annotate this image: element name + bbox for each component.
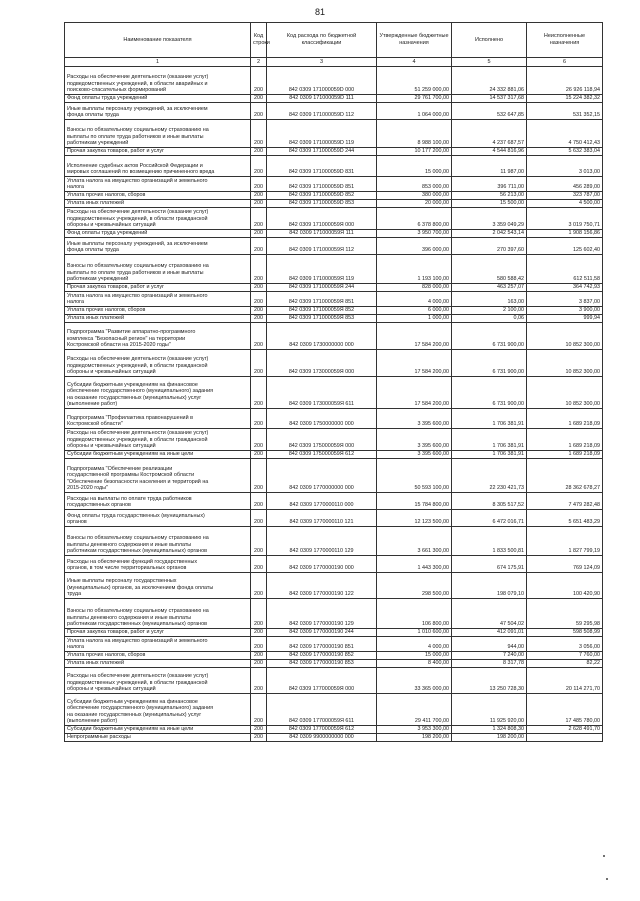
row-indicator-name: Субсидии бюджетным учреждениям на иные цели — [65, 726, 251, 734]
row-classification-code: 842 0309 173000059Я 000 — [267, 350, 377, 377]
row-unexecuted-amount: 10 852 300,00 — [527, 377, 603, 409]
row-indicator-name: Уплата налога на имущество организаций и земельного налога — [65, 177, 251, 192]
row-approved-amount: 6 378 800,00 — [377, 208, 452, 230]
scan-speck — [606, 878, 608, 880]
row-indicator-name: Расходы на обеспечение деятельности (оказание услуг) подведомственных учреждений, в области гражданской обороны и чрезвычайных ситуаций — [65, 668, 251, 694]
row-line-code: 200 — [251, 409, 267, 429]
row-line-code: 200 — [251, 660, 267, 668]
row-executed-amount: 1 324 808,30 — [452, 726, 527, 734]
row-classification-code: 842 0309 171000059Я 851 — [267, 292, 377, 307]
table-row — [65, 177, 603, 192]
row-line-code: 200 — [251, 148, 267, 156]
row-unexecuted-amount: 7 479 282,48 — [527, 493, 603, 510]
table-row — [65, 95, 603, 103]
row-classification-code: 842 0309 171000059Я 112 — [267, 238, 377, 255]
row-executed-amount: 7 240,00 — [452, 652, 527, 660]
row-classification-code: 842 0309 171000059D 119 — [267, 120, 377, 148]
row-line-code: 200 — [251, 377, 267, 409]
row-unexecuted-amount: 10 852 300,00 — [527, 323, 603, 350]
table-row — [65, 103, 603, 120]
row-unexecuted-amount: 3 019 750,71 — [527, 208, 603, 230]
row-indicator-name: Подпрограмма "Развитие аппаратно-программного комплекса "Безопасный регион" на территории Костромской области на 2015-2020 годы" — [65, 323, 251, 350]
row-unexecuted-amount: 1 689 218,09 — [527, 409, 603, 429]
row-unexecuted-amount: 769 124,09 — [527, 556, 603, 573]
row-executed-amount: 6 731 900,00 — [452, 323, 527, 350]
row-approved-amount: 8 988 100,00 — [377, 120, 452, 148]
row-executed-amount: 0,06 — [452, 315, 527, 323]
row-line-code: 200 — [251, 726, 267, 734]
row-approved-amount: 4 000,00 — [377, 292, 452, 307]
row-line-code: 200 — [251, 527, 267, 556]
row-classification-code: 842 0309 171000059D 831 — [267, 156, 377, 177]
header-approved: Утвержденные бюджетные назначения — [377, 23, 452, 58]
row-line-code: 200 — [251, 230, 267, 238]
row-indicator-name: Иные выплаты персоналу учреждений, за исключением фонда оплаты труда — [65, 238, 251, 255]
row-classification-code: 842 0309 175000059Я 000 — [267, 429, 377, 451]
row-classification-code: 842 0309 175000059Я 612 — [267, 451, 377, 459]
column-number-row — [65, 58, 603, 67]
row-classification-code: 842 0309 171000059D 851 — [267, 177, 377, 192]
row-classification-code: 842 0309 1750000000 000 — [267, 409, 377, 429]
row-approved-amount: 1 000,00 — [377, 315, 452, 323]
table-row — [65, 652, 603, 660]
row-approved-amount: 15 784 800,00 — [377, 493, 452, 510]
row-approved-amount: 853 000,00 — [377, 177, 452, 192]
row-classification-code: 842 0309 1770000190 129 — [267, 599, 377, 629]
row-classification-code: 842 0309 171000059D 853 — [267, 200, 377, 208]
row-classification-code: 842 0309 171000059D 112 — [267, 103, 377, 120]
row-approved-amount: 3 395 600,00 — [377, 409, 452, 429]
row-classification-code: 842 0309 1770000110 129 — [267, 527, 377, 556]
row-approved-amount: 396 000,00 — [377, 238, 452, 255]
row-indicator-name: Расходы на обеспечение деятельности (оказание услуг) подведомственных учреждений, в области гражданской обороны и чрезвычайных ситуаций — [65, 429, 251, 451]
table-row — [65, 527, 603, 556]
page-number: 81 — [314, 7, 325, 17]
budget-execution-table — [64, 22, 603, 742]
row-line-code: 200 — [251, 177, 267, 192]
table-body — [65, 67, 603, 742]
row-line-code: 200 — [251, 429, 267, 451]
row-indicator-name: Уплата налога на имущество организаций и земельного налога — [65, 292, 251, 307]
row-executed-amount: 8 317,78 — [452, 660, 527, 668]
row-line-code: 200 — [251, 284, 267, 292]
row-approved-amount: 380 000,00 — [377, 192, 452, 200]
row-classification-code: 842 0309 1770000190 853 — [267, 660, 377, 668]
row-line-code: 200 — [251, 637, 267, 652]
row-indicator-name: Подпрограмма "Профилактика правонарушений в Костромской области" — [65, 409, 251, 429]
row-unexecuted-amount: 26 926 118,94 — [527, 67, 603, 95]
row-approved-amount: 298 500,00 — [377, 573, 452, 599]
row-executed-amount: 580 588,42 — [452, 255, 527, 284]
row-executed-amount: 15 500,00 — [452, 200, 527, 208]
row-line-code: 200 — [251, 315, 267, 323]
row-indicator-name: Взносы по обязательному социальному страхованию на выплаты денежного содержания и иные выплаты работникам государственных (муниципальных) органов — [65, 527, 251, 556]
row-indicator-name: Прочая закупка товаров, работ и услуг — [65, 148, 251, 156]
row-indicator-name: Фонд оплаты труда государственных (муниципальных) органов — [65, 510, 251, 527]
row-unexecuted-amount: 5 632 383,04 — [527, 148, 603, 156]
column-number: 1 — [65, 58, 251, 67]
row-indicator-name: Уплата иных платежей — [65, 200, 251, 208]
row-executed-amount: 412 091,01 — [452, 629, 527, 637]
row-unexecuted-amount: 323 787,00 — [527, 192, 603, 200]
row-executed-amount: 2 042 543,14 — [452, 230, 527, 238]
row-line-code: 200 — [251, 668, 267, 694]
table-row — [65, 493, 603, 510]
table-row — [65, 315, 603, 323]
header-classification-code: Код расхода по бюджетной классификации — [267, 23, 377, 58]
row-line-code: 200 — [251, 323, 267, 350]
row-unexecuted-amount: 456 289,00 — [527, 177, 603, 192]
row-approved-amount: 828 000,00 — [377, 284, 452, 292]
row-unexecuted-amount: 4 750 412,43 — [527, 120, 603, 148]
row-approved-amount: 51 259 000,00 — [377, 67, 452, 95]
table-row — [65, 292, 603, 307]
table-row — [65, 148, 603, 156]
row-indicator-name: Субсидии бюджетным учреждениям на финансовое обеспечение государственного (муниципального) задания на оказание государственных (муниципальных) услуг (выполнение работ) — [65, 377, 251, 409]
row-line-code: 200 — [251, 556, 267, 573]
row-classification-code: 842 0309 1730000000 000 — [267, 323, 377, 350]
row-indicator-name: Непрограммные расходы — [65, 734, 251, 742]
table-row — [65, 200, 603, 208]
row-executed-amount: 56 213,00 — [452, 192, 527, 200]
row-approved-amount: 15 000,00 — [377, 652, 452, 660]
row-classification-code: 842 0309 1770000190 851 — [267, 637, 377, 652]
table-row — [65, 459, 603, 493]
table-row — [65, 660, 603, 668]
row-executed-amount: 674 175,91 — [452, 556, 527, 573]
row-line-code: 200 — [251, 292, 267, 307]
row-line-code: 200 — [251, 200, 267, 208]
row-executed-amount: 1 706 381,91 — [452, 429, 527, 451]
row-classification-code: 842 0309 1770000000 000 — [267, 459, 377, 493]
row-unexecuted-amount: 100 420,90 — [527, 573, 603, 599]
row-unexecuted-amount: 15 224 382,32 — [527, 95, 603, 103]
table-row — [65, 637, 603, 652]
row-executed-amount: 6 472 016,71 — [452, 510, 527, 527]
row-executed-amount: 163,00 — [452, 292, 527, 307]
row-approved-amount: 12 123 500,00 — [377, 510, 452, 527]
row-approved-amount: 29 411 700,00 — [377, 694, 452, 726]
row-indicator-name: Уплата иных платежей — [65, 660, 251, 668]
row-line-code: 200 — [251, 599, 267, 629]
table-row — [65, 350, 603, 377]
row-indicator-name: Уплата прочих налогов, сборов — [65, 192, 251, 200]
row-classification-code: 842 0309 171000059D 852 — [267, 192, 377, 200]
row-executed-amount: 944,00 — [452, 637, 527, 652]
row-indicator-name: Фонд оплаты труда учреждений — [65, 95, 251, 103]
table-row — [65, 156, 603, 177]
row-classification-code: 842 0309 177000059Я 611 — [267, 694, 377, 726]
table-row — [65, 668, 603, 694]
row-approved-amount: 8 400,00 — [377, 660, 452, 668]
table-row — [65, 556, 603, 573]
row-indicator-name: Прочая закупка товаров, работ и услуг — [65, 284, 251, 292]
row-line-code: 200 — [251, 95, 267, 103]
row-unexecuted-amount: 1 689 218,09 — [527, 451, 603, 459]
row-executed-amount: 2 100,00 — [452, 307, 527, 315]
row-classification-code: 842 0309 1770000190 122 — [267, 573, 377, 599]
table-row — [65, 230, 603, 238]
row-indicator-name: Взносы по обязательному социальному страхованию на выплаты денежного содержания и иные выплаты работникам государственных (муниципальных) органов — [65, 599, 251, 629]
header-indicator-name: Наименование показателя — [65, 23, 251, 58]
row-approved-amount: 3 661 300,00 — [377, 527, 452, 556]
row-approved-amount: 198 200,00 — [377, 734, 452, 742]
row-approved-amount: 6 000,00 — [377, 307, 452, 315]
row-line-code: 200 — [251, 67, 267, 95]
table-row — [65, 510, 603, 527]
row-unexecuted-amount: 17 485 780,00 — [527, 694, 603, 726]
row-unexecuted-amount: 598 508,99 — [527, 629, 603, 637]
table-row — [65, 284, 603, 292]
row-indicator-name: Уплата прочих налогов, сборов — [65, 307, 251, 315]
row-executed-amount: 22 230 421,73 — [452, 459, 527, 493]
table-header — [65, 23, 603, 67]
row-indicator-name: Взносы по обязательному социальному страхованию на выплаты по оплате труда работников и иные выплаты работникам учреждений — [65, 120, 251, 148]
row-executed-amount: 396 711,00 — [452, 177, 527, 192]
row-line-code: 200 — [251, 156, 267, 177]
row-indicator-name: Подпрограмма "Обеспечение реализации государственной программы Костромской области "Обеспечение безопасности населения и территорий на 2015-2020 годы" — [65, 459, 251, 493]
row-approved-amount: 4 000,00 — [377, 637, 452, 652]
column-number: 4 — [377, 58, 452, 67]
column-number: 6 — [527, 58, 603, 67]
header-unexecuted: Неисполненные назначения — [527, 23, 603, 58]
row-classification-code: 842 0309 171000059Я 111 — [267, 230, 377, 238]
row-indicator-name: Иные выплаты персоналу учреждений, за исключением фонда оплаты труда — [65, 103, 251, 120]
row-classification-code: 842 0309 1770000190 852 — [267, 652, 377, 660]
row-line-code: 200 — [251, 694, 267, 726]
row-indicator-name: Уплата налога на имущество организаций и земельного налога — [65, 637, 251, 652]
row-unexecuted-amount: 364 742,93 — [527, 284, 603, 292]
row-classification-code: 842 0309 171000059Я 000 — [267, 208, 377, 230]
row-line-code: 200 — [251, 255, 267, 284]
row-classification-code: 842 0309 9900000000 000 — [267, 734, 377, 742]
row-approved-amount: 17 584 200,00 — [377, 350, 452, 377]
row-classification-code: 842 0309 171000059Я 244 — [267, 284, 377, 292]
row-unexecuted-amount: 125 602,40 — [527, 238, 603, 255]
row-indicator-name: Расходы на обеспечение деятельности (оказание услуг) подведомственных учреждений, в области гражданской обороны и чрезвычайных ситуаций — [65, 350, 251, 377]
row-executed-amount: 13 250 728,30 — [452, 668, 527, 694]
row-line-code: 200 — [251, 459, 267, 493]
row-classification-code: 842 0309 1770000190 000 — [267, 556, 377, 573]
row-approved-amount: 17 584 200,00 — [377, 377, 452, 409]
row-unexecuted-amount: 10 852 300,00 — [527, 350, 603, 377]
row-unexecuted-amount: 999,94 — [527, 315, 603, 323]
table-row — [65, 734, 603, 742]
row-unexecuted-amount: 5 651 483,29 — [527, 510, 603, 527]
row-indicator-name: Уплата иных платежей — [65, 315, 251, 323]
row-approved-amount: 1 064 000,00 — [377, 103, 452, 120]
row-classification-code: 842 0309 1770000110 000 — [267, 493, 377, 510]
table-row — [65, 599, 603, 629]
column-number: 2 — [251, 58, 267, 67]
row-indicator-name: Уплата прочих налогов, сборов — [65, 652, 251, 660]
header-line-code: Код строки — [251, 23, 267, 58]
row-unexecuted-amount: 531 352,15 — [527, 103, 603, 120]
row-unexecuted-amount: 3 900,00 — [527, 307, 603, 315]
row-executed-amount: 532 647,85 — [452, 103, 527, 120]
row-executed-amount: 3 359 049,29 — [452, 208, 527, 230]
row-indicator-name: Расходы на обеспечение деятельности (оказание услуг) подведомственных учреждений, в области аварийных и поисково-спасательных формирований — [65, 67, 251, 95]
table-row — [65, 67, 603, 95]
column-number: 3 — [267, 58, 377, 67]
scan-speck — [603, 855, 605, 857]
row-approved-amount: 1 010 600,00 — [377, 629, 452, 637]
row-indicator-name: Фонд оплаты труда учреждений — [65, 230, 251, 238]
row-line-code: 200 — [251, 192, 267, 200]
row-indicator-name: Расходы на обеспечение деятельности (оказание услуг) подведомственных учреждений, в области гражданской обороны и чрезвычайных ситуаций — [65, 208, 251, 230]
row-unexecuted-amount: 2 628 491,70 — [527, 726, 603, 734]
row-executed-amount: 6 731 900,00 — [452, 350, 527, 377]
row-approved-amount: 29 761 700,00 — [377, 95, 452, 103]
row-classification-code: 842 0309 171000059D 111 — [267, 95, 377, 103]
row-unexecuted-amount: 59 295,98 — [527, 599, 603, 629]
row-executed-amount: 8 305 517,52 — [452, 493, 527, 510]
row-line-code: 200 — [251, 629, 267, 637]
row-classification-code: 842 0309 171000059D 244 — [267, 148, 377, 156]
row-classification-code: 842 0309 171000059Я 119 — [267, 255, 377, 284]
table-row — [65, 629, 603, 637]
row-unexecuted-amount: 1 827 799,19 — [527, 527, 603, 556]
row-unexecuted-amount: 3 837,00 — [527, 292, 603, 307]
table-row — [65, 192, 603, 200]
row-classification-code: 842 0309 1770000190 244 — [267, 629, 377, 637]
row-executed-amount: 47 504,02 — [452, 599, 527, 629]
table-row — [65, 694, 603, 726]
row-approved-amount: 33 365 000,00 — [377, 668, 452, 694]
row-unexecuted-amount: 20 114 271,70 — [527, 668, 603, 694]
row-line-code: 200 — [251, 451, 267, 459]
row-unexecuted-amount: 4 500,00 — [527, 200, 603, 208]
row-unexecuted-amount: 3 056,00 — [527, 637, 603, 652]
row-executed-amount: 1 833 500,81 — [452, 527, 527, 556]
header-executed: Исполнено — [452, 23, 527, 58]
row-approved-amount: 106 800,00 — [377, 599, 452, 629]
row-indicator-name: Субсидии бюджетным учреждениям на иные цели — [65, 451, 251, 459]
row-approved-amount: 15 000,00 — [377, 156, 452, 177]
row-unexecuted-amount: 1 908 156,86 — [527, 230, 603, 238]
row-line-code: 200 — [251, 573, 267, 599]
table-row — [65, 409, 603, 429]
table-row — [65, 255, 603, 284]
row-executed-amount: 198 200,00 — [452, 734, 527, 742]
row-executed-amount: 6 731 900,00 — [452, 377, 527, 409]
row-indicator-name: Расходы на выплаты по оплате труда работников государственных органов — [65, 493, 251, 510]
row-indicator-name: Прочая закупка товаров, работ и услуг — [65, 629, 251, 637]
row-unexecuted-amount: 7 760,00 — [527, 652, 603, 660]
row-executed-amount: 1 706 381,91 — [452, 409, 527, 429]
row-approved-amount: 3 395 600,00 — [377, 429, 452, 451]
row-approved-amount: 50 593 100,00 — [377, 459, 452, 493]
table-row — [65, 307, 603, 315]
row-classification-code: 842 0309 173000059Я 611 — [267, 377, 377, 409]
row-approved-amount: 20 000,00 — [377, 200, 452, 208]
row-approved-amount: 1 443 300,00 — [377, 556, 452, 573]
row-unexecuted-amount: 82,22 — [527, 660, 603, 668]
row-line-code: 200 — [251, 103, 267, 120]
row-indicator-name: Субсидии бюджетным учреждениям на финансовое обеспечение государственного (муниципального) задания на оказание государственных (муниципальных) услуг (выполнение работ) — [65, 694, 251, 726]
row-unexecuted-amount — [527, 734, 603, 742]
row-line-code: 200 — [251, 120, 267, 148]
row-classification-code: 842 0309 177000059Я 612 — [267, 726, 377, 734]
row-indicator-name: Иные выплаты персоналу государственных (муниципальных) органов, за исключением фонда оплаты труда — [65, 573, 251, 599]
row-executed-amount: 11 925 920,00 — [452, 694, 527, 726]
row-approved-amount: 3 950 700,00 — [377, 230, 452, 238]
row-line-code: 200 — [251, 652, 267, 660]
row-unexecuted-amount: 3 013,00 — [527, 156, 603, 177]
row-executed-amount: 270 397,60 — [452, 238, 527, 255]
row-unexecuted-amount: 612 511,58 — [527, 255, 603, 284]
row-classification-code: 842 0309 177000059Я 000 — [267, 668, 377, 694]
row-approved-amount: 17 584 200,00 — [377, 323, 452, 350]
table-row — [65, 238, 603, 255]
row-executed-amount: 4 237 687,57 — [452, 120, 527, 148]
table-row — [65, 120, 603, 148]
row-line-code: 200 — [251, 350, 267, 377]
row-executed-amount: 198 079,10 — [452, 573, 527, 599]
table-row — [65, 573, 603, 599]
row-line-code: 200 — [251, 510, 267, 527]
table-row — [65, 377, 603, 409]
row-unexecuted-amount: 28 362 678,27 — [527, 459, 603, 493]
row-line-code: 200 — [251, 734, 267, 742]
row-executed-amount: 11 987,00 — [452, 156, 527, 177]
row-line-code: 200 — [251, 493, 267, 510]
row-executed-amount: 1 706 381,91 — [452, 451, 527, 459]
row-executed-amount: 14 537 317,68 — [452, 95, 527, 103]
table-row — [65, 429, 603, 451]
table-row — [65, 726, 603, 734]
table-row — [65, 208, 603, 230]
row-line-code: 200 — [251, 307, 267, 315]
row-indicator-name: Расходы на обеспечение функций государственных органов, в том числе территориальных органов — [65, 556, 251, 573]
row-indicator-name: Исполнение судебных актов Российской Федерации и мировых соглашений по возмещению причиненного вреда — [65, 156, 251, 177]
row-unexecuted-amount: 1 689 218,09 — [527, 429, 603, 451]
row-classification-code: 842 0309 171000059Я 853 — [267, 315, 377, 323]
row-approved-amount: 1 193 100,00 — [377, 255, 452, 284]
column-number: 5 — [452, 58, 527, 67]
row-approved-amount: 3 395 600,00 — [377, 451, 452, 459]
row-line-code: 200 — [251, 208, 267, 230]
table-row — [65, 323, 603, 350]
row-classification-code: 842 0309 1770000110 121 — [267, 510, 377, 527]
row-approved-amount: 3 953 300,00 — [377, 726, 452, 734]
row-classification-code: 842 0309 171000059D 000 — [267, 67, 377, 95]
row-classification-code: 842 0309 171000059Я 852 — [267, 307, 377, 315]
row-line-code: 200 — [251, 238, 267, 255]
row-executed-amount: 463 257,07 — [452, 284, 527, 292]
row-executed-amount: 24 332 881,06 — [452, 67, 527, 95]
row-approved-amount: 10 177 200,00 — [377, 148, 452, 156]
table-row — [65, 451, 603, 459]
row-executed-amount: 4 544 816,96 — [452, 148, 527, 156]
row-indicator-name: Взносы по обязательному социальному страхованию на выплаты по оплате труда работников и иные выплаты работникам учреждений — [65, 255, 251, 284]
